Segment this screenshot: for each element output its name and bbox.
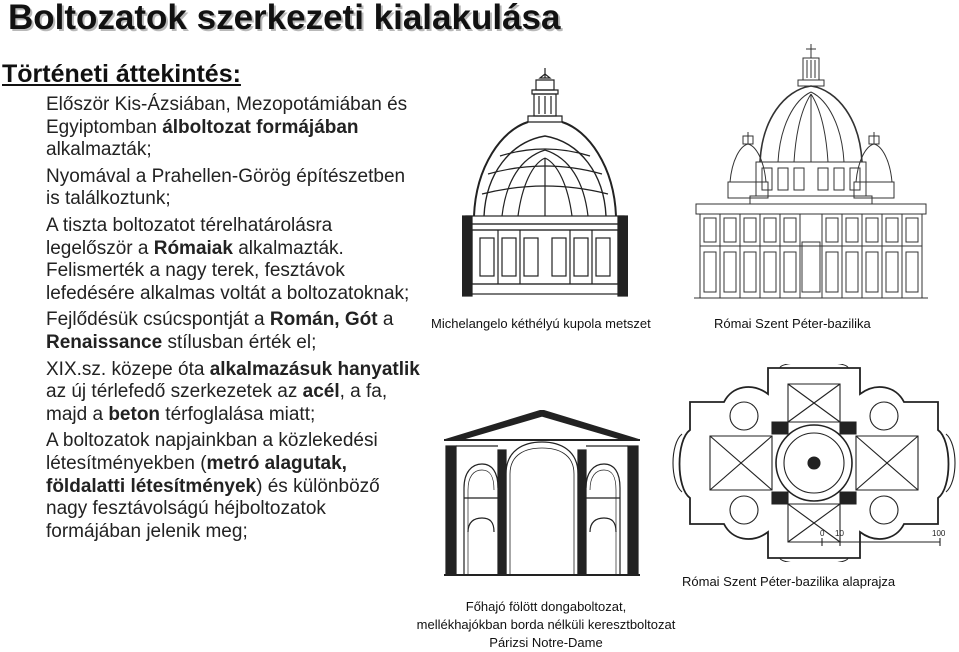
body-text-run: a — [377, 309, 394, 331]
notre-dame-caption-line-3: Párizsi Notre-Dame — [489, 635, 603, 650]
emphasis-text: álboltozat formájában — [162, 116, 359, 138]
section-subtitle: Történeti áttekintés: — [2, 60, 241, 88]
body-text-run: stílusban érték el; — [162, 331, 317, 353]
dome-section-drawing — [462, 66, 628, 298]
body-text-run: A boltozatok napjainkban a közlekedési létesítményekben ( — [46, 430, 378, 474]
slide-title: Boltozatok szerkezeti kialakulása — [8, 0, 561, 37]
body-text-run: Fejlődésük csúcspontját a — [46, 309, 270, 331]
floor-plan-caption: Római Szent Péter-bazilika alaprajza — [682, 574, 896, 589]
emphasis-text: acél — [302, 381, 340, 403]
body-text-run: alkalmazták. Felismerték a nagy terek, fesztávok lefedésére alkalmas voltát a boltozatoknak; — [46, 237, 410, 304]
body-text-run: Nyomával a Prahellen-Görög építészetben is találkoztunk; — [46, 165, 406, 210]
notre-dame-caption-line-1: Főhajó fölött dongaboltozat, — [465, 599, 627, 614]
notre-dame-caption-line-2: mellékhajókban borda nélküli keresztboltozat — [416, 617, 676, 632]
paragraph-6 — [46, 430, 421, 543]
basilica-caption: Római Szent Péter-bazilika — [714, 316, 871, 331]
body-text-run: térfoglalása miatt; — [160, 403, 316, 425]
body-text-run: alkalmazták; — [46, 139, 152, 161]
paragraph-2 — [46, 166, 421, 211]
emphasis-text: alkalmazásuk hanyatlik — [209, 358, 420, 380]
notre-dame-caption — [398, 598, 694, 652]
history-text — [46, 94, 421, 547]
notre-dame-section-drawing — [444, 410, 640, 578]
body-text-run: , a fa, majd a — [46, 381, 388, 425]
scale-label-0: 0 — [820, 529, 825, 538]
body-text-run: az új térlefedő szerkezetek az — [46, 381, 303, 403]
floor-plan-drawing — [672, 364, 958, 562]
body-text-run: Először Kis-Ázsiában, Mezopotámiában és Egyiptomban — [46, 94, 408, 138]
emphasis-text: Román, Gót — [269, 309, 378, 331]
paragraph-1 — [46, 94, 421, 162]
basilica-drawing — [690, 42, 932, 304]
emphasis-text: beton — [108, 403, 161, 425]
paragraph-5 — [46, 359, 421, 427]
scale-label-10: 10 — [835, 529, 844, 538]
paragraph-3 — [46, 215, 421, 305]
paragraph-4 — [46, 309, 421, 354]
scale-label-100: 100 — [932, 529, 946, 538]
body-text-run: ) és különböző nagy fesztávolságú héjboltozatok formájában jelenik meg; — [46, 475, 380, 542]
dome-section-caption: Michelangelo kéthélyú kupola metszet — [431, 316, 651, 331]
body-text-run: A tiszta boltozatot térelhatárolásra legelőször a — [46, 214, 333, 259]
body-text-run: XIX.sz. közepe óta — [46, 358, 210, 380]
emphasis-text: Rómaiak — [153, 237, 233, 259]
emphasis-text: Renaissance — [46, 331, 163, 353]
emphasis-text: metró alagutak, földalatti létesítmények — [46, 452, 347, 497]
